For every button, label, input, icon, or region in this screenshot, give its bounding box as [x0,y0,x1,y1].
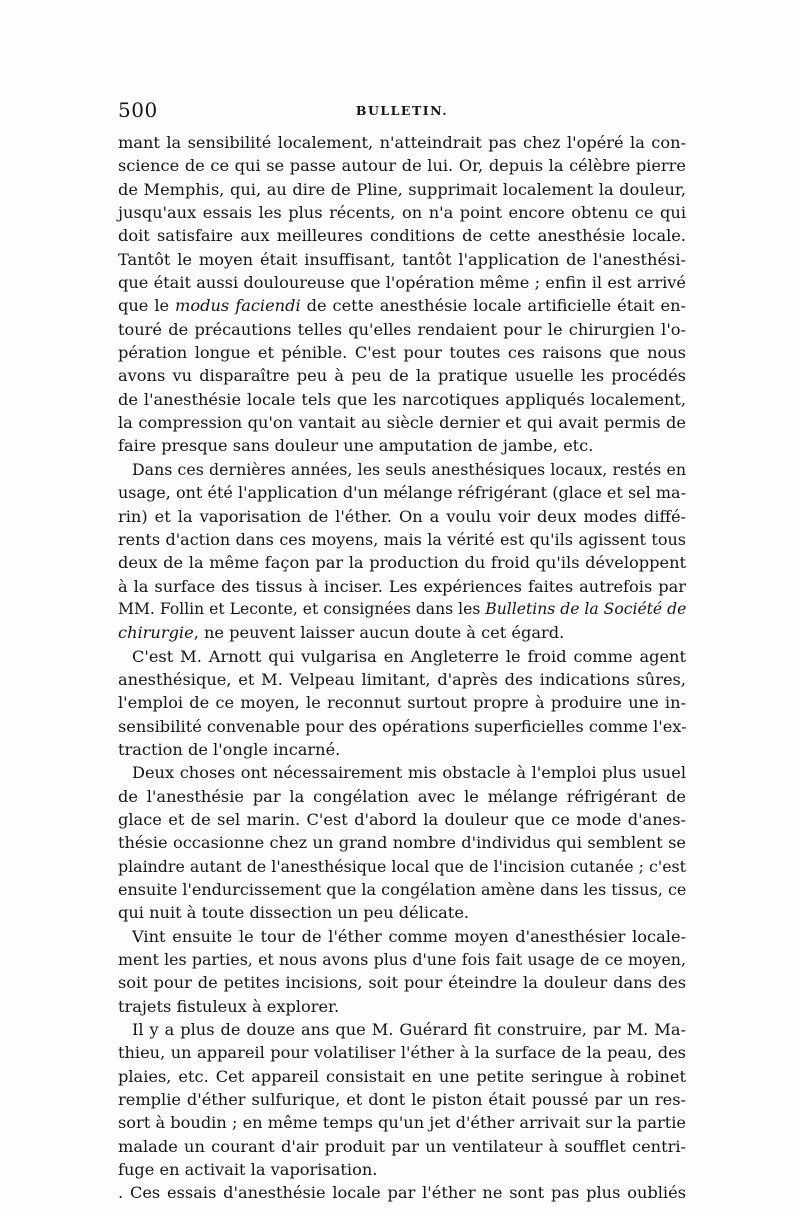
text-segment: que le [118,296,176,316]
text-segment: de cette anesthésie locale artificielle était en- [300,296,686,316]
body-text [118,131,686,1205]
text-line: glace et de sel marin. C'est d'abord la douleur que ce mode d'anes- [118,809,686,829]
text-line: Vint ensuite le tour de l'éther comme moyen d'anesthésier locale- [132,926,686,946]
text-line: science de ce qui se passe autour de lui. Or, depuis la célèbre pierre [118,156,686,176]
text-line: deux de la même façon par la production du froid qu'ils développent [118,553,686,573]
text-line: trajets fistuleux à explorer. [118,996,340,1016]
text-line: la compression qu'on vantait au siècle dernier et qui avait permis de [118,413,686,433]
text-line: anesthésique, et M. Velpeau limitant, d'après des indications sûres, [118,669,686,689]
text-line [118,598,686,621]
text-line: rin) et la vaporisation de l'éther. On a voulu voir deux modes diffé- [118,506,686,526]
text-line: plaies, etc. Cet appareil consistait en une petite seringue à robinet [118,1066,686,1086]
text-line: Tantôt le moyen était insuffisant, tantôt l'application de l'anesthési- [118,249,686,269]
text-line: mant la sensibilité localement, n'atteindrait pas chez l'opéré la con- [118,133,686,152]
text-line: avons vu disparaître peu à peu de la pratique usuelle les procédés [118,366,686,386]
text-line: jusqu'aux essais les plus récents, on n'a point encore obtenu ce qui [118,203,686,223]
text-segment: MM. Follin et Leconte, et consignées dans les [118,599,486,618]
text-line: Deux choses ont nécessairement mis obstacle à l'emploi plus usuel [132,763,686,783]
text-line: ensuite l'endurcissement que la congélation amène dans les tissus, ce [118,880,687,899]
text-line: . Ces essais d'anesthésie locale par l'éther ne sont pas plus oubliés [118,1183,686,1203]
text-line: thésie occasionne chez un grand nombre d'individus qui semblent se [118,833,686,853]
running-title: BULLETIN. [355,103,449,118]
text-line: remplie d'éther sulfurique, et dont le piston était poussé par un res- [118,1090,686,1110]
text-line: l'emploi de ce moyen, le reconnut surtout propre à produire une in- [118,693,686,713]
running-head [118,98,686,122]
text-line: C'est M. Arnott qui vulgarisa en Angleterre le froid comme agent [132,646,686,666]
italic-title: Bulletins de la Société de [485,599,687,618]
text-line [118,294,686,317]
text-line: sensibilité convenable pour des opérations superficielles comme l'ex- [118,716,687,736]
text-line: qui nuit à toute dissection un peu délicate. [118,903,470,923]
text-line: thieu, un appareil pour volatiliser l'éther à la surface de la peau, des [118,1043,686,1063]
italic-title: chirurgie [118,623,194,643]
text-line: à la surface des tissus à inciser. Les expériences faites autrefois par [118,576,686,596]
text-line: de l'anesthésie locale tels que les narcotiques appliqués localement, [118,389,686,409]
text-line: malade un courant d'air produit par un ventilateur à soufflet centri- [118,1136,686,1156]
text-line: doit satisfaire aux meilleures conditions de cette anesthésie locale. [118,226,686,246]
text-line: fuge en activait la vaporisation. [118,1160,378,1180]
text-line: faire presque sans douleur une amputation de jambe, etc. [118,436,594,456]
text-line: Dans ces dernières années, les seuls anesthésiques locaux, restés en [132,459,686,479]
text-line: ment les parties, et nous avons plus d'une fois fait usage de ce moyen, [118,950,686,970]
text-line: de Memphis, qui, au dire de Pline, supprimait localement la douleur, [118,179,686,199]
text-line: soit pour de petites incisions, soit pour éteindre la douleur dans des [118,973,686,993]
text-line: pération longue et pénible. C'est pour toutes ces raisons que nous [118,343,686,363]
text-line: sort à boudin ; en même temps qu'un jet d'éther arrivait sur la partie [118,1113,686,1133]
text-line: Il y a plus de douze ans que M. Guérard fit construire, par M. Ma- [132,1020,686,1040]
text-line [118,621,686,644]
text-line: touré de précautions telles qu'elles rendaient pour le chirurgien l'o- [118,319,686,339]
text-line: que était aussi douloureuse que l'opération même ; enfin il est arrivé [118,273,686,293]
text-line: traction de l'ongle incarné. [118,739,341,759]
text-line: usage, ont été l'application d'un mélange réfrigérant (glace et sel ma- [118,483,686,503]
italic-title: modus faciendi [175,296,301,316]
text-line: plaindre autant de l'anesthésique local que de l'incision cutanée ; c'est [118,856,686,876]
page-number: 500 [118,98,158,122]
text-line: rents d'action dans ces moyens, mais la vérité est qu'ils agissent tous [118,529,686,549]
text-line: de l'anesthésie par la congélation avec le mélange réfrigérant de [118,786,686,806]
text-segment: , ne peuvent laisser aucun doute à cet égard. [193,623,565,643]
